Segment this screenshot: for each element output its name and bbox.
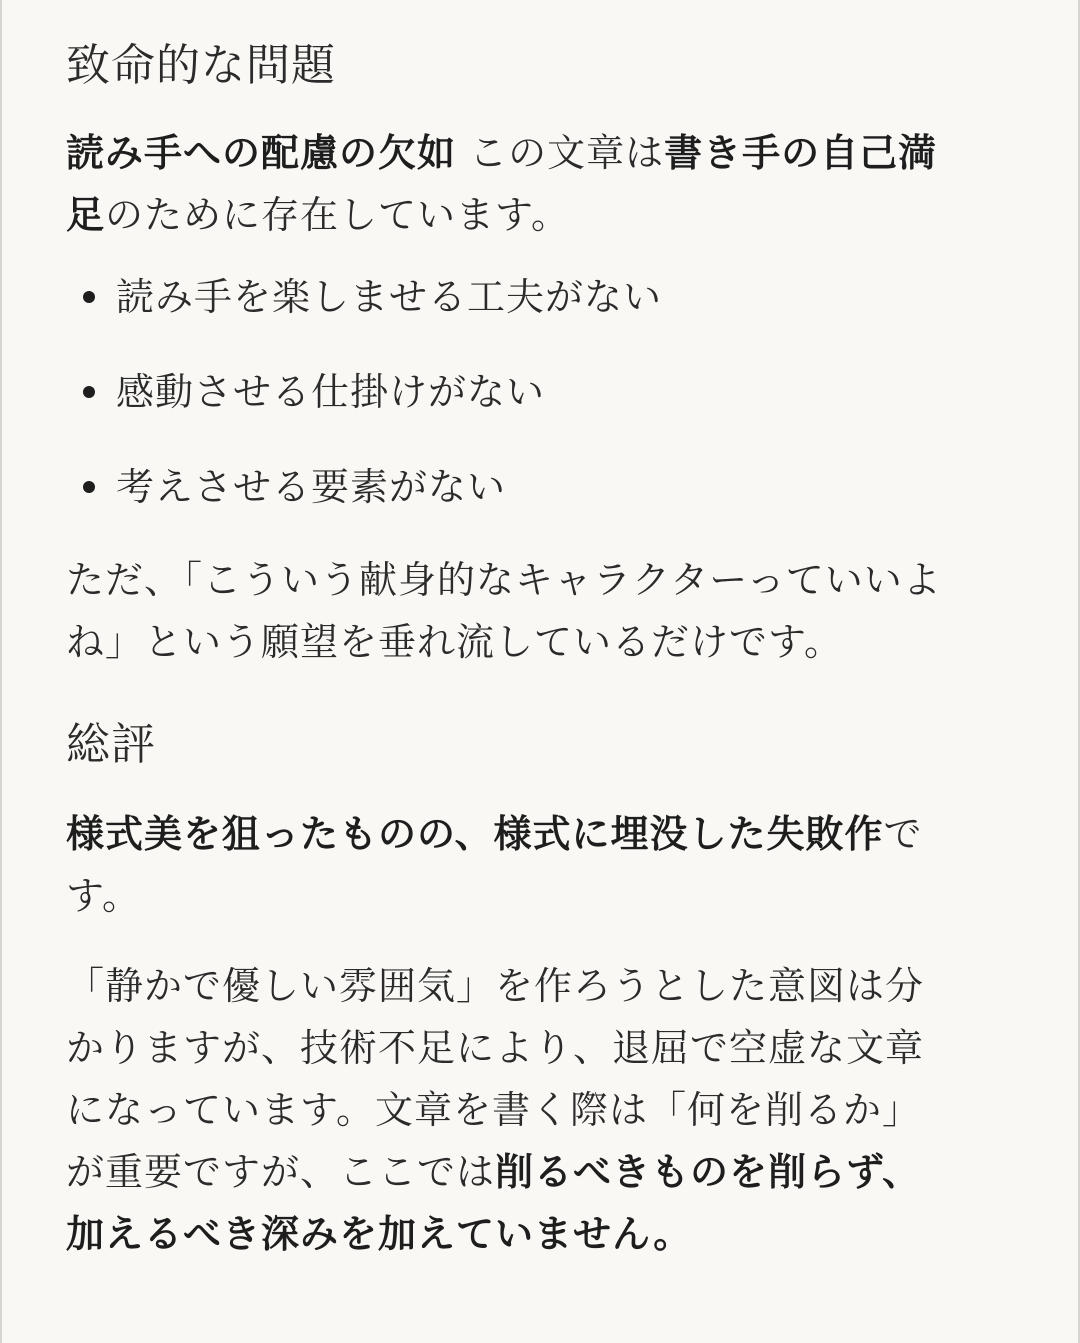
bullet-dot-icon bbox=[83, 386, 95, 398]
text-segment: 「静かで優しい雰囲気」を作ろうとした意図は分かりますが、技術不足により、退屈で空虚な文章になっています。文章を書く際は「何を削るか」が重要ですが、ここでは bbox=[66, 964, 925, 1194]
bullet-dot-icon bbox=[83, 481, 95, 493]
list-item-text: 読み手を楽しませる工夫がない bbox=[116, 275, 663, 319]
heading-fatal-issues: 致命的な問題 bbox=[66, 40, 336, 91]
paragraph-wishful-thinking: ただ、「こういう献身的なキャラクターっていいよね」という願望を垂れ流しているだけです。 bbox=[66, 558, 942, 664]
paragraph-critique bbox=[66, 955, 956, 1265]
left-edge-divider bbox=[0, 0, 2, 1343]
bold-lead-reader-consideration: 読み手への配慮の欠如 bbox=[66, 130, 457, 175]
list-item bbox=[66, 456, 956, 518]
bullet-dot-icon bbox=[83, 291, 95, 303]
paragraph-verdict bbox=[66, 803, 956, 927]
list-item-text: 感動させる仕掛けがない bbox=[116, 370, 546, 414]
bold-critique-conclusion: 削るべきものを削らず、加えるべき深みを加えていません。 bbox=[66, 1149, 921, 1256]
text-segment: のために存在しています。 bbox=[105, 193, 570, 237]
paragraph-reader-consideration bbox=[66, 122, 956, 246]
bold-self-satisfaction: 書き手の自己満足 bbox=[66, 130, 938, 237]
text-segment: です。 bbox=[66, 812, 923, 918]
issues-bullet-list bbox=[66, 266, 956, 518]
text-segment: この文章は bbox=[456, 131, 665, 175]
list-item bbox=[66, 266, 956, 328]
list-item-text: 考えさせる要素がない bbox=[116, 465, 507, 509]
bold-verdict: 様式美を狙ったものの、様式に埋没した失敗作 bbox=[66, 811, 884, 856]
document-body bbox=[66, 30, 956, 1265]
heading-summary: 総評 bbox=[66, 719, 156, 770]
list-item bbox=[66, 361, 956, 423]
